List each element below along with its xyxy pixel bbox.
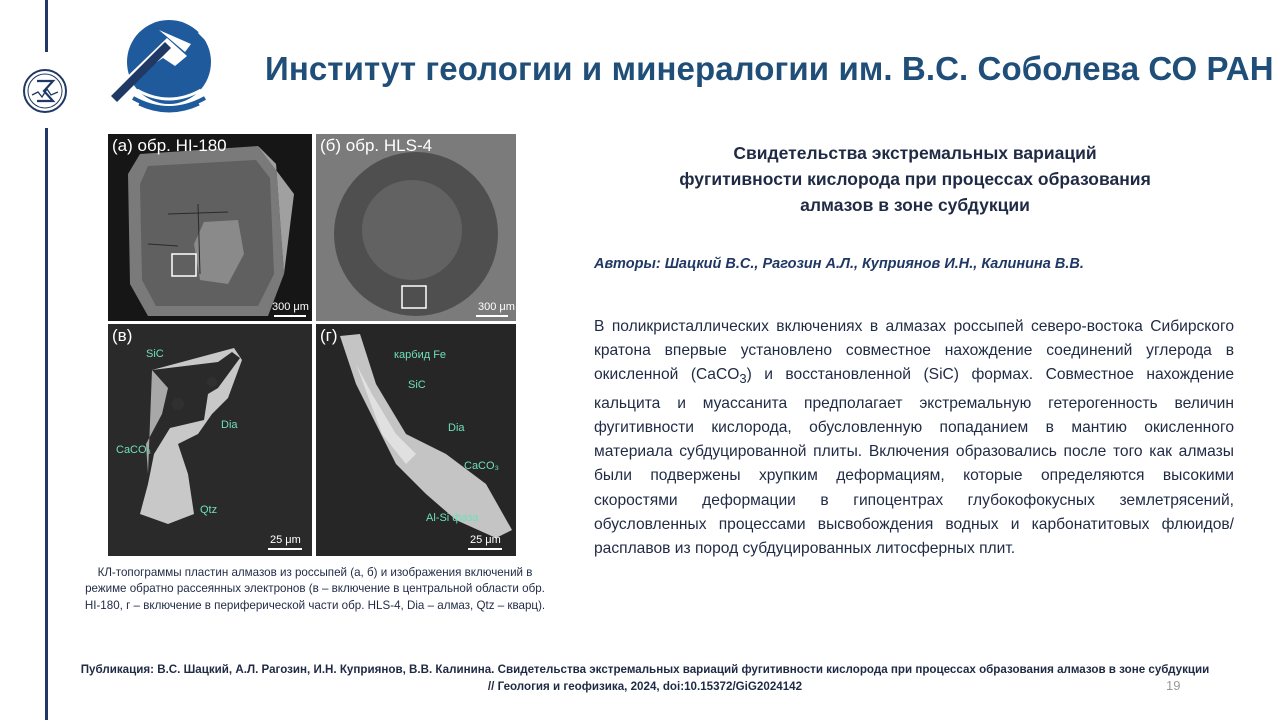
panel-v-label: (в) <box>112 326 133 345</box>
panel-g-scale-bar <box>468 548 502 550</box>
left-rule-bottom <box>45 128 48 720</box>
article-authors: Авторы: Шацкий В.С., Рагозин А.Л., Куприянов И.Н., Калинина В.В. <box>594 256 1084 272</box>
panel-g-label: (г) <box>320 326 338 345</box>
panel-v <box>108 324 312 556</box>
panel-v-scale-bar <box>268 548 302 550</box>
figure-grid <box>108 134 516 556</box>
article-body-part-1: В поликристаллических включениях в алмазах россыпей северо-востока Сибирского кратона впервые установлено совместное нахождение соединений углерода в окисленной (CaCO <box>594 318 1234 384</box>
panel-v-dia: Dia <box>221 419 238 431</box>
article-body-subscript: 3 <box>739 371 747 387</box>
publication-reference: Публикация: В.С. Шацкий, А.Л. Рагозин, И.Н. Куприянов, В.В. Калинина. Свидетельства экстремальных вариаций фугитивности кислорода при процессах образования алмазов в зоне субдукции // Геология и геофизика, 2024, doi:10.15372/GiG2024142 <box>80 663 1210 693</box>
panel-g-sic: SiC <box>408 379 426 391</box>
panel-a-scale-label: 300 μm <box>272 301 309 313</box>
page-number: 19 <box>1166 678 1181 693</box>
panel-v-scale-label: 25 μm <box>270 534 301 546</box>
panel-g <box>316 324 516 556</box>
panel-v-sic: SiC <box>146 348 164 360</box>
panel-v-image <box>108 324 312 556</box>
article-title-line-1: Свидетельства экстремальных вариаций <box>733 143 1097 163</box>
figure-caption: КЛ-топограммы пластин алмазов из россыпей (а, б) и изображения включений в режиме обратно рассеянных электронов (в – включение в центральной области обр. HI-180, г – включение в периферической части обр. HLS-4, Dia – алмаз, Qtz – кварц). <box>84 566 546 612</box>
panel-b-image <box>316 134 516 321</box>
left-rule-top <box>45 0 48 52</box>
panel-b-label: (б) обр. HLS-4 <box>320 136 433 155</box>
institute-logo-icon <box>105 18 229 114</box>
panel-b-scale-bar <box>476 315 508 317</box>
panel-a-image <box>108 134 312 321</box>
sigma-emblem-icon <box>22 68 68 114</box>
article-title-line-3: алмазов в зоне субдукции <box>800 195 1030 215</box>
panel-a-label: (а) обр. HI-180 <box>112 136 227 155</box>
panel-g-alsi: Al-Si фаза <box>426 512 479 524</box>
article-body <box>594 315 1234 561</box>
panel-g-carbide: карбид Fe <box>394 349 447 361</box>
panel-g-caco3: CaCO₃ <box>464 460 500 472</box>
panel-v-caco3: CaCO₃ <box>116 444 152 456</box>
panel-g-scale-label: 25 μm <box>470 534 501 546</box>
panel-b-scale-label: 300 μm <box>478 301 515 313</box>
institute-title: Институт геологии и минералогии им. В.С. Соболева СО РАН <box>265 50 1274 87</box>
panel-v-qtz: Qtz <box>200 504 218 516</box>
panel-a <box>108 134 312 321</box>
article-body-part-2: ) и восстановленной (SiC) формах. Совместное нахождение кальцита и муассанита предполагает экстремальную гетерогенность величин фугитивности кислорода, обусловленную попаданием в мантию окисленного материала субдуцированной плиты. Включения образовались после того как алмазы были подвержены хрупким деформациям, которые определяются высокими скоростями деформации в гипоцентрах глубокофокусных землетрясений, обусловленных процессами высвобождения водных и карбонатитовых флюидов/расплавов из пород субдуцированных литосферных плит. <box>594 366 1234 557</box>
article-title <box>590 140 1240 218</box>
panel-b <box>316 134 516 321</box>
article-title-line-2: фугитивности кислорода при процессах образования <box>679 169 1151 189</box>
panel-a-scale-bar <box>274 315 306 317</box>
panel-g-dia: Dia <box>448 422 465 434</box>
